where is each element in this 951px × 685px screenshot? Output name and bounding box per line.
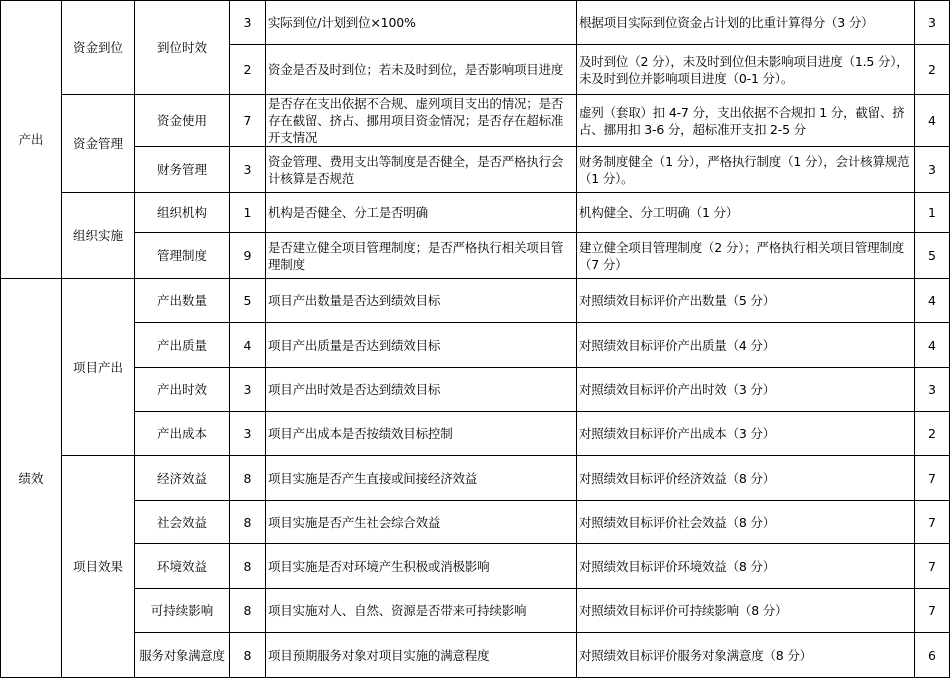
primary-indicator: 绩效 xyxy=(1,279,62,678)
tertiary-indicator: 产出成本 xyxy=(135,412,230,456)
tertiary-indicator: 财务管理 xyxy=(135,147,230,193)
score-cell: 5 xyxy=(915,233,950,279)
content-cell: 项目产出成本是否按绩效目标控制 xyxy=(266,412,577,456)
table-row xyxy=(1,412,950,456)
tertiary-indicator: 产出数量 xyxy=(135,279,230,323)
tertiary-indicator: 服务对象满意度 xyxy=(135,633,230,678)
criteria-cell: 及时到位（2 分），未及时到位但未影响项目进度（1.5 分），未及时到位并影响项目进度（0-1 分）。 xyxy=(577,45,915,95)
score-cell: 4 xyxy=(915,323,950,368)
criteria-cell: 虚列（套取）扣 4-7 分，支出依据不合规扣 1 分，截留、挤占、挪用扣 3-6 分，超标准开支扣 2-5 分 xyxy=(577,95,915,147)
score-cell: 3 xyxy=(915,368,950,412)
tertiary-indicator: 经济效益 xyxy=(135,456,230,501)
content-cell: 项目产出数量是否达到绩效目标 xyxy=(266,279,577,323)
score-cell: 4 xyxy=(915,95,950,147)
table-row xyxy=(1,323,950,368)
weight-cell: 3 xyxy=(230,147,266,193)
secondary-indicator: 组织实施 xyxy=(62,193,135,279)
score-cell: 2 xyxy=(915,412,950,456)
primary-indicator: 产出 xyxy=(1,1,62,279)
criteria-cell: 对照绩效目标评价产出数量（5 分） xyxy=(577,279,915,323)
tertiary-indicator: 产出质量 xyxy=(135,323,230,368)
weight-cell: 5 xyxy=(230,279,266,323)
secondary-indicator: 项目效果 xyxy=(62,456,135,678)
tertiary-indicator: 环境效益 xyxy=(135,544,230,589)
score-cell: 2 xyxy=(915,45,950,95)
content-cell: 项目实施是否产生社会综合效益 xyxy=(266,501,577,544)
weight-cell: 2 xyxy=(230,45,266,95)
weight-cell: 8 xyxy=(230,589,266,633)
criteria-cell: 对照绩效目标评价社会效益（8 分） xyxy=(577,501,915,544)
table-row xyxy=(1,456,950,501)
weight-cell: 9 xyxy=(230,233,266,279)
table-row xyxy=(1,1,950,45)
tertiary-indicator: 组织机构 xyxy=(135,193,230,233)
content-cell: 项目产出质量是否达到绩效目标 xyxy=(266,323,577,368)
score-cell: 7 xyxy=(915,501,950,544)
content-cell: 是否存在支出依据不合规、虚列项目支出的情况；是否存在截留、挤占、挪用项目资金情况；是否存在超标准开支情况 xyxy=(266,95,577,147)
criteria-cell: 机构健全、分工明确（1 分） xyxy=(577,193,915,233)
criteria-cell: 对照绩效目标评价服务对象满意度（8 分） xyxy=(577,633,915,678)
secondary-indicator: 资金到位 xyxy=(62,1,135,95)
content-cell: 项目实施是否对环境产生积极或消极影响 xyxy=(266,544,577,589)
criteria-cell: 对照绩效目标评价经济效益（8 分） xyxy=(577,456,915,501)
table-row xyxy=(1,233,950,279)
weight-cell: 3 xyxy=(230,368,266,412)
content-cell: 机构是否健全、分工是否明确 xyxy=(266,193,577,233)
content-cell: 是否建立健全项目管理制度；是否严格执行相关项目管理制度 xyxy=(266,233,577,279)
tertiary-indicator: 社会效益 xyxy=(135,501,230,544)
score-cell: 7 xyxy=(915,456,950,501)
tertiary-indicator: 资金使用 xyxy=(135,95,230,147)
content-cell: 项目预期服务对象对项目实施的满意程度 xyxy=(266,633,577,678)
tertiary-indicator: 产出时效 xyxy=(135,368,230,412)
content-cell: 资金管理、费用支出等制度是否健全，是否严格执行会计核算是否规范 xyxy=(266,147,577,193)
weight-cell: 3 xyxy=(230,1,266,45)
table-row xyxy=(1,279,950,323)
table-row xyxy=(1,589,950,633)
criteria-cell: 对照绩效目标评价产出成本（3 分） xyxy=(577,412,915,456)
tertiary-indicator: 到位时效 xyxy=(135,1,230,95)
tertiary-indicator: 可持续影响 xyxy=(135,589,230,633)
score-cell: 7 xyxy=(915,589,950,633)
score-cell: 4 xyxy=(915,279,950,323)
weight-cell: 8 xyxy=(230,544,266,589)
weight-cell: 1 xyxy=(230,193,266,233)
table-row xyxy=(1,544,950,589)
weight-cell: 8 xyxy=(230,456,266,501)
content-cell: 实际到位/计划到位×100% xyxy=(266,1,577,45)
content-cell: 项目实施对人、自然、资源是否带来可持续影响 xyxy=(266,589,577,633)
content-cell: 项目产出时效是否达到绩效目标 xyxy=(266,368,577,412)
table-row xyxy=(1,368,950,412)
secondary-indicator: 项目产出 xyxy=(62,279,135,456)
table-row xyxy=(1,501,950,544)
criteria-cell: 对照绩效目标评价产出质量（4 分） xyxy=(577,323,915,368)
weight-cell: 7 xyxy=(230,95,266,147)
criteria-cell: 对照绩效目标评价环境效益（8 分） xyxy=(577,544,915,589)
weight-cell: 4 xyxy=(230,323,266,368)
table-row xyxy=(1,193,950,233)
weight-cell: 3 xyxy=(230,412,266,456)
tertiary-indicator: 管理制度 xyxy=(135,233,230,279)
criteria-cell: 建立健全项目管理制度（2 分）；严格执行相关项目管理制度（7 分） xyxy=(577,233,915,279)
table-row xyxy=(1,147,950,193)
criteria-cell: 根据项目实际到位资金占计划的比重计算得分（3 分） xyxy=(577,1,915,45)
score-cell: 3 xyxy=(915,1,950,45)
table-row xyxy=(1,95,950,147)
content-cell: 项目实施是否产生直接或间接经济效益 xyxy=(266,456,577,501)
criteria-cell: 财务制度健全（1 分），严格执行制度（1 分），会计核算规范（1 分）。 xyxy=(577,147,915,193)
score-cell: 7 xyxy=(915,544,950,589)
score-cell: 3 xyxy=(915,147,950,193)
secondary-indicator: 资金管理 xyxy=(62,95,135,193)
score-cell: 6 xyxy=(915,633,950,678)
criteria-cell: 对照绩效目标评价产出时效（3 分） xyxy=(577,368,915,412)
weight-cell: 8 xyxy=(230,633,266,678)
content-cell: 资金是否及时到位；若未及时到位，是否影响项目进度 xyxy=(266,45,577,95)
score-cell: 1 xyxy=(915,193,950,233)
criteria-cell: 对照绩效目标评价可持续影响（8 分） xyxy=(577,589,915,633)
table-row xyxy=(1,633,950,678)
weight-cell: 8 xyxy=(230,501,266,544)
